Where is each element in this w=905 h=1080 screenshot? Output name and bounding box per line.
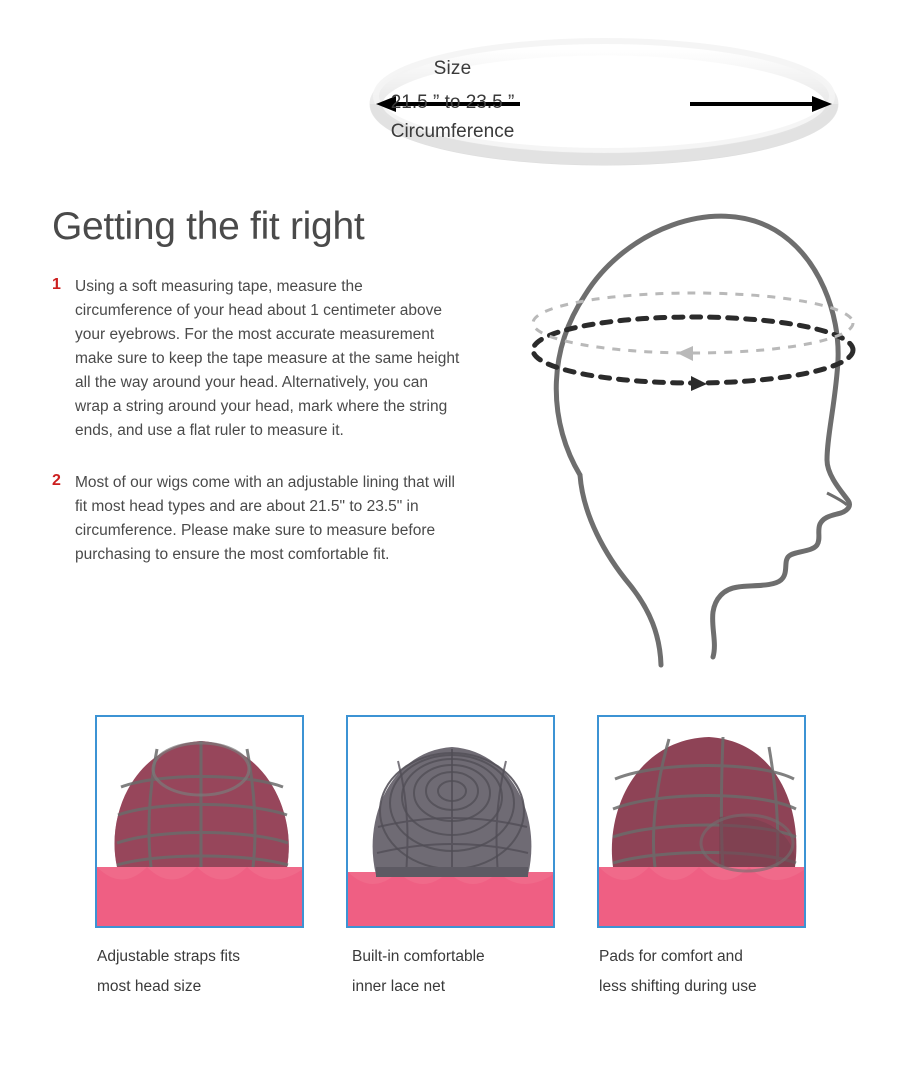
cap-image-2	[348, 717, 555, 928]
page-title: Getting the fit right	[52, 205, 365, 248]
feature-caption-3-line1: Pads for comfort and	[599, 948, 743, 965]
size-band-section	[0, 0, 905, 175]
guide-step-1	[52, 275, 462, 443]
head-profile-measuring-icon	[455, 175, 885, 685]
cap-image-1	[97, 717, 304, 928]
cap-image-3	[599, 717, 806, 928]
step-text-1: Using a soft measuring tape, measure the circumference of your head about 1 centimeter above your eyebrows. For the most accurate measurement make sure to keep the tape measure at the same height all the way around your head. Alternatively, you can wrap a string around your head, mark where the string ends, and use a flat ruler to measure it.	[75, 278, 460, 439]
wig-cap-comfort-pads-photo	[597, 715, 806, 928]
guide-step-2	[52, 471, 462, 567]
feature-caption-3-line2: less shifting during use	[599, 978, 757, 995]
feature-caption-3	[597, 942, 810, 1002]
wig-cap-adjustable-straps-photo	[95, 715, 304, 928]
step-text-2: Most of our wigs come with an adjustable lining that will fit most head types and are about 21.5" to 23.5" in circumference. Please make sure to measure before purchasing to ensure the most comfortable fit.	[75, 474, 455, 563]
fit-guide-text-column	[52, 205, 462, 595]
size-label: Size	[433, 58, 472, 79]
feature-caption-1-line1: Adjustable straps fits	[97, 948, 241, 965]
feature-card-3	[597, 715, 810, 1002]
feature-caption-1	[95, 942, 308, 1002]
feature-card-1	[95, 715, 308, 1002]
step-number-1: 1	[52, 276, 61, 293]
step-number-2: 2	[52, 472, 61, 489]
circumference-label: Circumference	[390, 121, 515, 142]
feature-caption-2-line2: inner lace net	[352, 978, 446, 995]
wig-cap-inner-lace-net-photo	[346, 715, 555, 928]
feature-caption-1-line2: most head size	[97, 978, 202, 995]
feature-cards	[0, 715, 905, 1002]
fit-guide-section	[0, 175, 905, 705]
feature-caption-2	[346, 942, 559, 1002]
feature-caption-2-line1: Built-in comfortable	[352, 948, 485, 965]
measuring-band-illustration	[0, 0, 905, 175]
size-value: 21.5 ” to 23.5 ”	[390, 92, 515, 113]
feature-card-2	[346, 715, 559, 1002]
